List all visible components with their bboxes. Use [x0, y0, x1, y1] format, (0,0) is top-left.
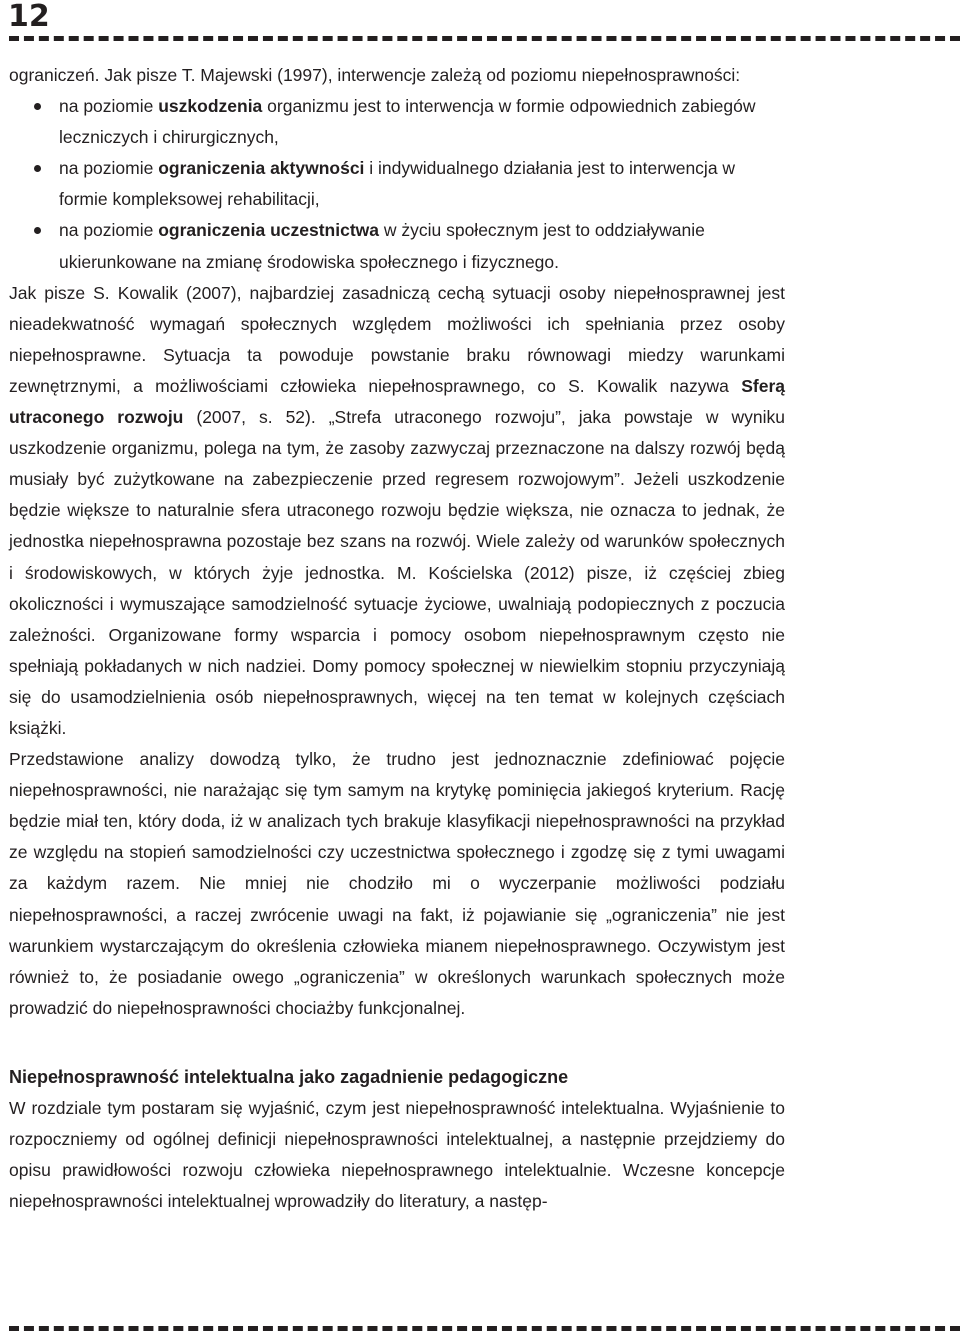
footer-rule — [9, 1326, 960, 1331]
list-item-text: organizmu jest to interwencja w formie odpowiednich zabiegów leczniczych i chirurgicznych, — [59, 96, 756, 148]
bullet-icon — [34, 227, 41, 234]
intervention-list — [9, 91, 785, 278]
paragraph-text: (2007, s. 52). „Strefa utraconego rozwoju”, jaka powstaje w wyniku uszkodzenie organizmu, polega na tym, że zasoby zazwyczaj przeznaczone na dalszy rozwój będą musiały być zużytkowane na zabezpieczenie przed regresem rozwojowym”. Jeżeli uszkodzenie będzie większe to naturalnie sfera utraconego rozwoju będzie większa, nie oznacza to jednak, że jednostka niepełnosprawna pozostaje bez szans na rozwój. Wiele zależy od warunków społecznych i środowiskowych, w których żyje jednostka. M. Kościelska (2012) pisze, iż częściej zbieg okoliczności i wymuszające samodzielność sytuacje życiowe, uwalniają podopiecznych z poczucia zależności. Organizowane formy wsparcia i pomocy osobom niepełnosprawnym często nie spełniają pokładanych w nich nadziei. Domy pomocy społecznej w niewielkim stopniu przyczyniają się do usamodzielnienia osób niepełnosprawnych, więcej na ten temat w kolejnych częściach książki. — [9, 407, 785, 738]
key-term: Sferą utraconego rozwoju — [9, 375, 785, 428]
paragraph-text: Jak pisze S. Kowalik (2007), najbardziej zasadniczą cechą sytuacji osoby niepełnosprawnej jest nieadekwatność wymagań społecznych względem możliwości ich spełniania przez osoby niepełnosprawne. Sytuacja ta powoduje powstanie braku równowagi miedzy warunkami zewnętrznymi, a możliwościami człowieka niepełnosprawnego, co S. Kowalik nazywa — [9, 282, 785, 396]
section-paragraph: W rozdziale tym postaram się wyjaśnić, czym jest niepełnosprawność intelektualna. Wyjaśnienie to rozpoczniemy od ogólnej definicji niepełnosprawności intelektualnej, a następnie przejdziemy do opisu prawidłowości rozwoju człowieka niepełnosprawnego intelektualnie. Wczesne koncepcje niepełnosprawności intelektualnej wprowadziły do literatury, a następ- — [9, 1098, 785, 1212]
page-number: 12 — [8, 0, 50, 34]
list-item-text: na poziomie — [59, 96, 159, 117]
kowalik-paragraph — [9, 278, 785, 744]
intro-paragraph: ograniczeń. Jak pisze T. Majewski (1997), interwencje zależą od poziomu niepełnosprawności: — [9, 65, 741, 85]
header-rule — [9, 36, 960, 41]
bullet-icon — [34, 103, 41, 110]
page-body — [9, 60, 785, 1217]
analysis-paragraph: Przedstawione analizy dowodzą tylko, że trudno jest jednoznacznie zdefiniować pojęcie niepełnosprawności, nie narażając się tym samym na krytykę pominięcia jakiegoś kryterium. Rację będzie miał ten, który doda, iż w analizach tych brakuje klasyfikacji niepełnosprawności na przykład ze względu na stopień samodzielności czy uczestnictwa społecznego i zgodzę się z tymi uwagami za każdym razem. Nie mniej nie chodziło mi o wyczerpanie możliwości podziału niepełnosprawności, a raczej zwrócenie uwagi na fakt, iż pojawianie się „ograniczenia” nie jest warunkiem wystarczającym do określenia człowieka mianem niepełnosprawnego. Oczywistym jest również to, że posiadanie owego „ograniczenia” w określonych warunkach społecznych może prowadzić do niepełnosprawności chociażby funkcjonalnej. — [9, 749, 785, 1018]
bullet-icon — [34, 165, 41, 172]
list-item-term: ograniczenia uczestnictwa — [158, 220, 379, 241]
list-item-text: i indywidualnego działania jest to interwencja w formie kompleksowej rehabilitacji, — [59, 158, 736, 210]
list-item-term: ograniczenia aktywności — [158, 158, 365, 179]
list-item-text: na poziomie — [59, 220, 159, 241]
list-item — [9, 91, 785, 153]
list-item-text: w życiu społecznym jest to oddziaływanie ukierunkowane na zmianę środowiska społecznego i fizycznego. — [59, 220, 705, 272]
list-item — [9, 215, 785, 277]
list-item — [9, 153, 785, 215]
list-item-term: uszkodzenia — [158, 96, 263, 117]
section-heading: Niepełnosprawność intelektualna jako zagadnienie pedagogiczne — [9, 1066, 569, 1087]
list-item-text: na poziomie — [59, 158, 159, 179]
